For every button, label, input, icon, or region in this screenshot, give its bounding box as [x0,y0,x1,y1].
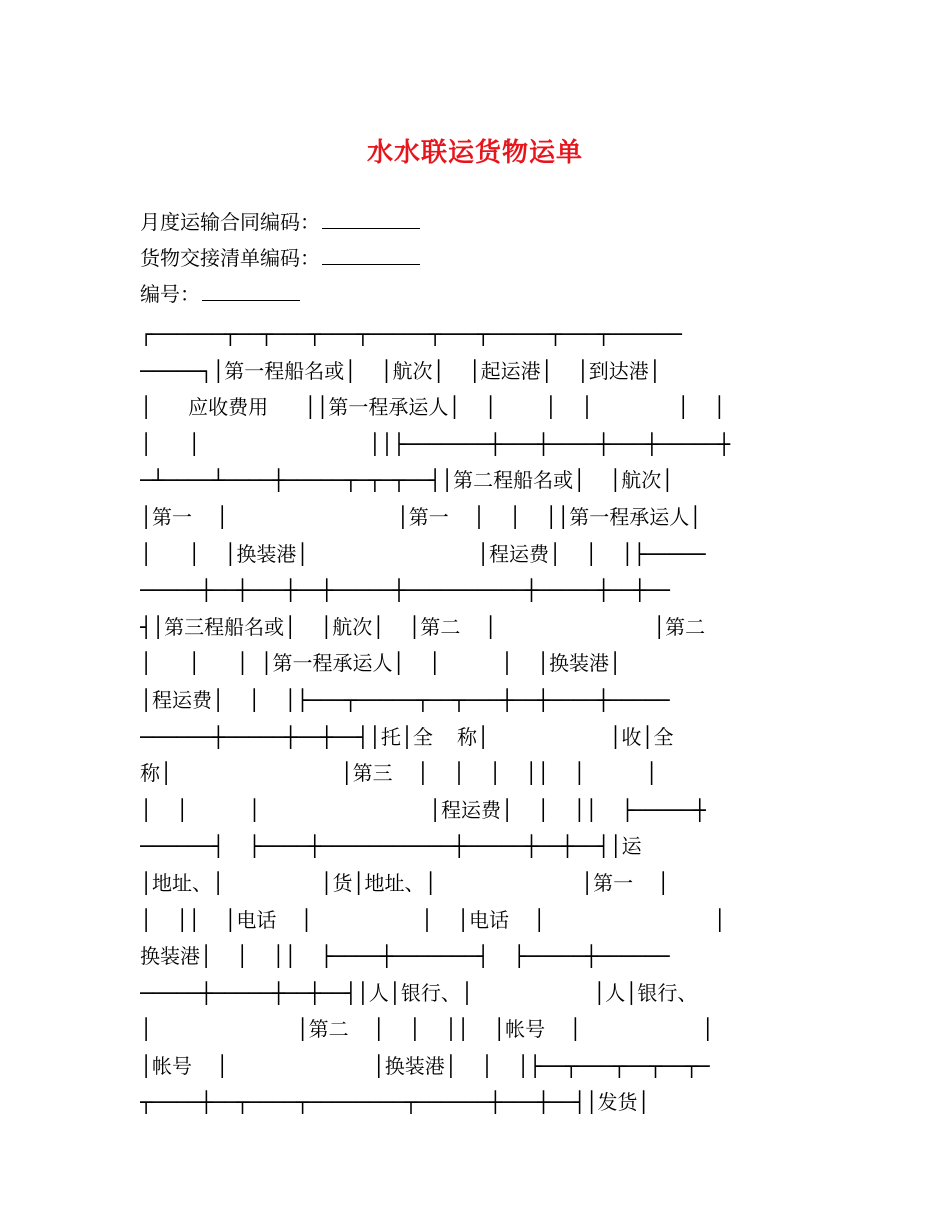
table-line: ──────┼─────┼──┼──┤│托│全 称│ │收│全 [140,724,674,749]
handover-list-code-blank[interactable] [322,244,420,265]
table-line: │ 应收费用 ││第一程承运人│ │ │ │ │ │ [140,395,726,420]
table-line: 换装港│ │ ││ ├────┼───────┤ ├─────┼────── [140,944,670,969]
handover-list-code-field [140,244,420,271]
document-title: 水水联运货物运单 [366,138,583,168]
table-line: │ │第二 │ │ ││ │帐号 │ │ [140,1017,714,1042]
table-line: 称│ │第三 │ │ │ ││ │ │ [140,761,658,786]
table-line: ┌──────┬──┬───┬───┬─────┬───┬─────┬───┬────── [140,322,682,346]
table-line: │ │ │ │程运费│ │ ││ ├─────┼ [140,797,706,822]
table-line: ──────┤ ├────┼───────────┼─────┼──┼──┤│运 [140,834,642,859]
table-line: │ ││ │电话 │ │ │电话 │ │ [140,907,726,932]
contract-code-blank[interactable] [322,208,420,229]
table-line: ┬────┼──┬────┬────────┬──────┼───┼──┤│发货│ [140,1090,650,1115]
table-line: │帐号 │ │换装港│ │ │├──┬───┬──┬──┬─ [140,1053,710,1078]
table-line: │地址、│ │货│地址、│ │第一 │ [140,870,670,895]
handover-list-code-label: 货物交接清单编码： [140,246,320,270]
table-line: │程运费│ │ │├───┬─────┬──┬───┼──┼────┼───── [140,687,670,712]
number-field [140,280,300,307]
table-line: │ │ ││├───────┼───┼────┼───┼─────┼ [140,431,731,456]
table-line: ┤│第三程船名或│ │航次│ │第二 │ │第二 [140,614,706,639]
table-line: │第一 │ │第一 │ │ ││第一程承运人│ [140,504,702,529]
table-line: ─────┼─────┼──┼──┤│人│银行、│ │人│银行、 [140,980,698,1005]
contract-code-field [140,208,420,235]
contract-code-label: 月度运输合同编码： [140,210,320,234]
table-line: ─────┐│第一程船名或│ │航次│ │起运港│ │到达港│ [140,358,661,383]
table-line: │ │ │ │第一程承运人│ │ │ │换装港│ [140,651,622,676]
waybill-table-text [140,316,812,1121]
table-line: │ │ │换装港│ │程运费│ │ │├───── [140,541,706,566]
number-blank[interactable] [202,280,300,301]
table-line: ─┴────┴────┼─────┬─┬─┬──┤│第二程船名或│ │航次│ [140,468,674,493]
table-line: ─────┼──┼───┼──┼─────┼──────────┼─────┼──┼── [140,578,670,603]
number-label: 编号： [140,282,200,306]
